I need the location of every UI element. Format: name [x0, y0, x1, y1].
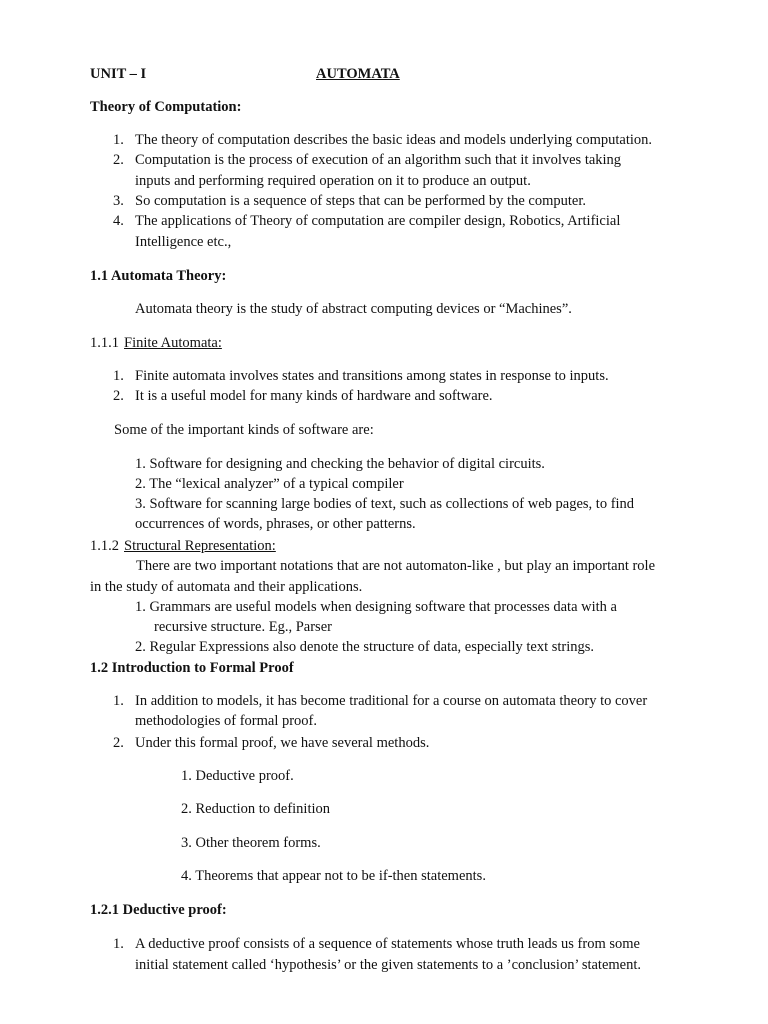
list-item-text: 2. Regular Expressions also denote the structure of data, especially text strings. — [135, 639, 595, 655]
subsection-title: Structural Representation: — [124, 538, 276, 554]
method-item: 3. Other theorem forms. — [181, 835, 321, 851]
list-number: 2. — [113, 388, 124, 404]
paragraph: in the study of automata and their applications. — [90, 579, 363, 595]
list-number: 2. — [113, 152, 124, 168]
list-item-text: occurrences of words, phrases, or other patterns. — [135, 516, 416, 532]
section-heading-automata-theory: 1.1 Automata Theory: — [90, 268, 227, 284]
list-number: 1. — [113, 132, 124, 148]
method-item: 4. Theorems that appear not to be if-then statements. — [181, 868, 486, 884]
section-heading-formal-proof: 1.2 Introduction to Formal Proof — [90, 660, 294, 676]
list-item-text: 1. Grammars are useful models when designing software that processes data with a — [135, 599, 617, 615]
list-item-text: recursive structure. Eg., Parser — [154, 619, 332, 635]
subsection-title: Finite Automata: — [124, 335, 222, 351]
list-item-text: It is a useful model for many kinds of hardware and software. — [135, 388, 493, 404]
subsection-number: 1.1.1 — [90, 335, 119, 351]
list-item-text: Under this formal proof, we have several methods. — [135, 735, 430, 751]
list-item-text: 2. The “lexical analyzer” of a typical compiler — [135, 476, 404, 492]
list-number: 4. — [113, 213, 124, 229]
page-title: AUTOMATA — [316, 66, 400, 82]
list-item-text: In addition to models, it has become traditional for a course on automata theory to cover — [135, 693, 648, 709]
paragraph: Automata theory is the study of abstract computing devices or “Machines”. — [135, 301, 572, 317]
list-number: 1. — [113, 936, 124, 952]
list-item-text: A deductive proof consists of a sequence of statements whose truth leads us from some — [135, 936, 640, 952]
list-number: 3. — [113, 193, 124, 209]
unit-label: UNIT – I — [90, 66, 147, 82]
list-item-text: Intelligence etc., — [135, 234, 232, 250]
paragraph: There are two important notations that are not automaton-like , but play an important role — [136, 558, 656, 574]
list-number: 2. — [113, 735, 124, 751]
list-item-text: Finite automata involves states and transitions among states in response to inputs. — [135, 368, 609, 384]
list-item-text: methodologies of formal proof. — [135, 713, 318, 729]
list-number: 1. — [113, 693, 124, 709]
paragraph: Some of the important kinds of software are: — [114, 422, 374, 438]
list-item-text: Computation is the process of execution of an algorithm such that it involves taking — [135, 152, 622, 168]
list-item-text: The applications of Theory of computation are compiler design, Robotics, Artificial — [135, 213, 621, 229]
list-number: 1. — [113, 368, 124, 384]
list-item-text: inputs and performing required operation on it to produce an output. — [135, 173, 531, 189]
section-heading-toc: Theory of Computation: — [90, 99, 242, 115]
method-item: 2. Reduction to definition — [181, 801, 331, 817]
list-item-text: So computation is a sequence of steps that can be performed by the computer. — [135, 193, 586, 209]
subsection-number: 1.1.2 — [90, 538, 119, 554]
list-item-text: The theory of computation describes the basic ideas and models underlying computation. — [135, 132, 653, 148]
method-item: 1. Deductive proof. — [181, 768, 294, 784]
list-item-text: initial statement called ‘hypothesis’ or the given statements to a ’conclusion’ statement. — [135, 957, 642, 973]
section-heading-deductive-proof: 1.2.1 Deductive proof: — [90, 902, 227, 918]
list-item-text: 3. Software for scanning large bodies of text, such as collections of web pages, to find — [135, 496, 635, 512]
list-item-text: 1. Software for designing and checking the behavior of digital circuits. — [135, 456, 545, 472]
